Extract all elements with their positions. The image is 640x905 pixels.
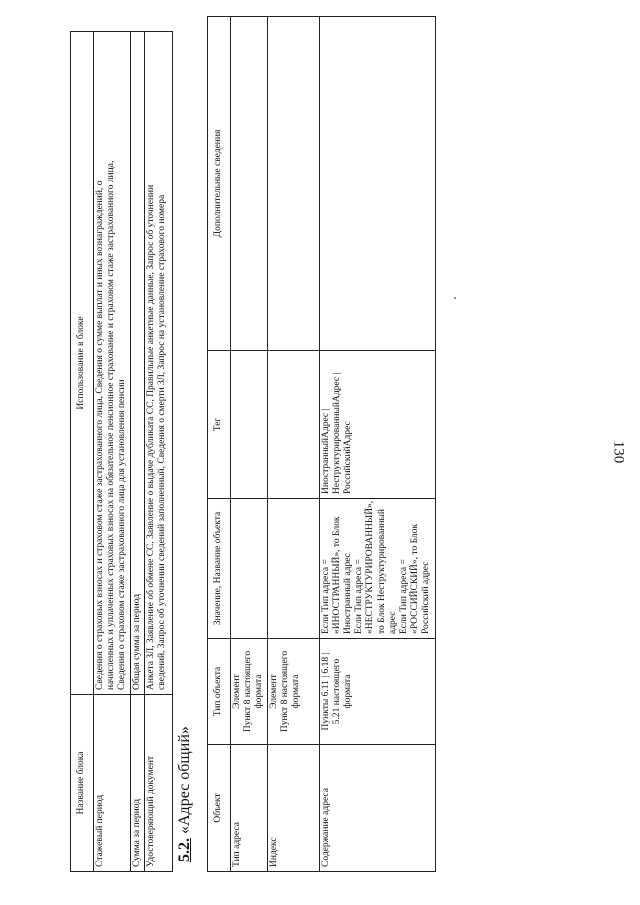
table-row <box>231 17 268 872</box>
value-line: «НЕСТРУКТУРИРОВАННЫЙ», <box>365 500 376 634</box>
section-heading-wrapper <box>176 726 194 862</box>
header-object: Объект <box>208 745 231 872</box>
object-type-line: 5.21 настоящего <box>331 658 342 725</box>
header-object-type: Тип объекта <box>208 639 231 745</box>
section-heading <box>176 726 194 862</box>
extra-info-cell <box>231 17 268 351</box>
usage-line: начисленных и уплаченных страховых взносах на обязательное пенсионное страхование и страховом стаже застрахованного лица, <box>106 160 117 690</box>
value-line: Иностранный адрес <box>343 553 354 634</box>
tag-line: РоссийскийАдрес <box>343 421 354 494</box>
address-table-wrapper <box>207 16 436 872</box>
value-line: Если Тип адреса = <box>399 559 410 634</box>
tag-cell <box>267 351 319 499</box>
value-name-cell <box>231 499 268 639</box>
extra-info-cell <box>319 17 435 351</box>
section-number: 5.2. <box>176 838 193 862</box>
object-type-line: формата <box>254 674 265 709</box>
value-line: «ИНОСТРАННЫЙ», то Блок <box>331 516 342 634</box>
object-type-cell <box>267 639 319 745</box>
header-tag: Тег <box>208 351 231 499</box>
block-usage-cell <box>145 32 173 695</box>
tag-cell <box>231 351 268 499</box>
table-row <box>267 17 319 872</box>
object-cell: Тип адреса <box>231 745 268 872</box>
object-type-cell <box>319 639 435 745</box>
value-line: то Блок Неструктурированный <box>376 509 387 634</box>
object-type-line: формата <box>343 674 354 709</box>
object-type-line: формата <box>291 674 302 709</box>
extra-info-cell <box>267 17 319 351</box>
blocks-usage-body <box>94 32 173 872</box>
table-header-row <box>208 17 231 872</box>
value-line: «РОССИЙСКИЙ», то Блок <box>410 523 421 634</box>
header-value-name: Значение, Название объекта <box>208 499 231 639</box>
tag-cell <box>319 351 435 499</box>
tag-line: НеструктурированныйАдрес | <box>331 372 342 494</box>
object-type-line: Пункт 8 настоящего <box>243 650 254 733</box>
table-row <box>94 32 131 872</box>
block-name-cell: Удостоверяющий документ <box>145 695 173 872</box>
header-extra-info: Дополнительные сведения <box>208 17 231 351</box>
block-usage-cell <box>94 32 131 695</box>
address-table <box>207 16 436 872</box>
block-name-cell: Стажевый период <box>94 695 131 872</box>
value-line: Если Тип адреса = <box>354 559 365 634</box>
object-cell: Индекс <box>267 745 319 872</box>
value-line: Если Тип адреса = <box>320 559 331 634</box>
value-line: Российский адрес <box>421 561 432 634</box>
table-row <box>319 17 435 872</box>
header-block-name: Название блока <box>71 695 94 872</box>
usage-line: Анкета ЗЛ, Заявление об обмене СС, Заявление о выдаче дубликата СС, Правильные анкетные данные, Запрос об уточнении <box>146 184 157 690</box>
object-type-cell <box>231 639 268 745</box>
object-type-line: Пункты 6.11 | 6.18 | <box>320 652 331 731</box>
object-type-line: Элемент <box>232 674 242 709</box>
block-usage-cell <box>131 32 145 695</box>
tag-line: ИностранныйАдрес | <box>320 408 331 494</box>
page-number: 130 <box>610 440 627 464</box>
section-title: «Адрес общий» <box>176 726 193 834</box>
block-name-cell: Сумма за период <box>131 695 145 872</box>
table-row <box>145 32 173 872</box>
object-cell: Содержание адреса <box>319 745 435 872</box>
usage-line: сведений, Запрос об уточнении сведений заполненный, Сведения о смерти ЗЛ, Запрос на установление страхового номера <box>157 194 168 690</box>
value-name-cell <box>267 499 319 639</box>
table-header-row <box>71 32 94 872</box>
object-type-line: Элемент <box>268 674 279 709</box>
value-line: адрес <box>387 611 398 634</box>
header-block-usage: Использование в блоке <box>71 32 94 695</box>
table-row <box>131 32 145 872</box>
object-type-line: Пункт 8 настоящего <box>279 650 290 733</box>
address-table-body <box>231 17 436 872</box>
usage-line: Общая сумма за период <box>132 593 142 690</box>
value-name-cell <box>319 499 435 639</box>
blocks-usage-table-wrapper <box>70 31 173 872</box>
blocks-usage-table <box>70 31 173 872</box>
scan-speck <box>454 297 456 299</box>
usage-line: Сведения о страховых взносах и страховом стаже застрахованного лица, Сведения о сумме выплат и иных вознаграждений, о <box>95 180 105 690</box>
usage-line: Сведения о страховом стаже застрахованного лица для установления пенсии <box>117 379 128 690</box>
